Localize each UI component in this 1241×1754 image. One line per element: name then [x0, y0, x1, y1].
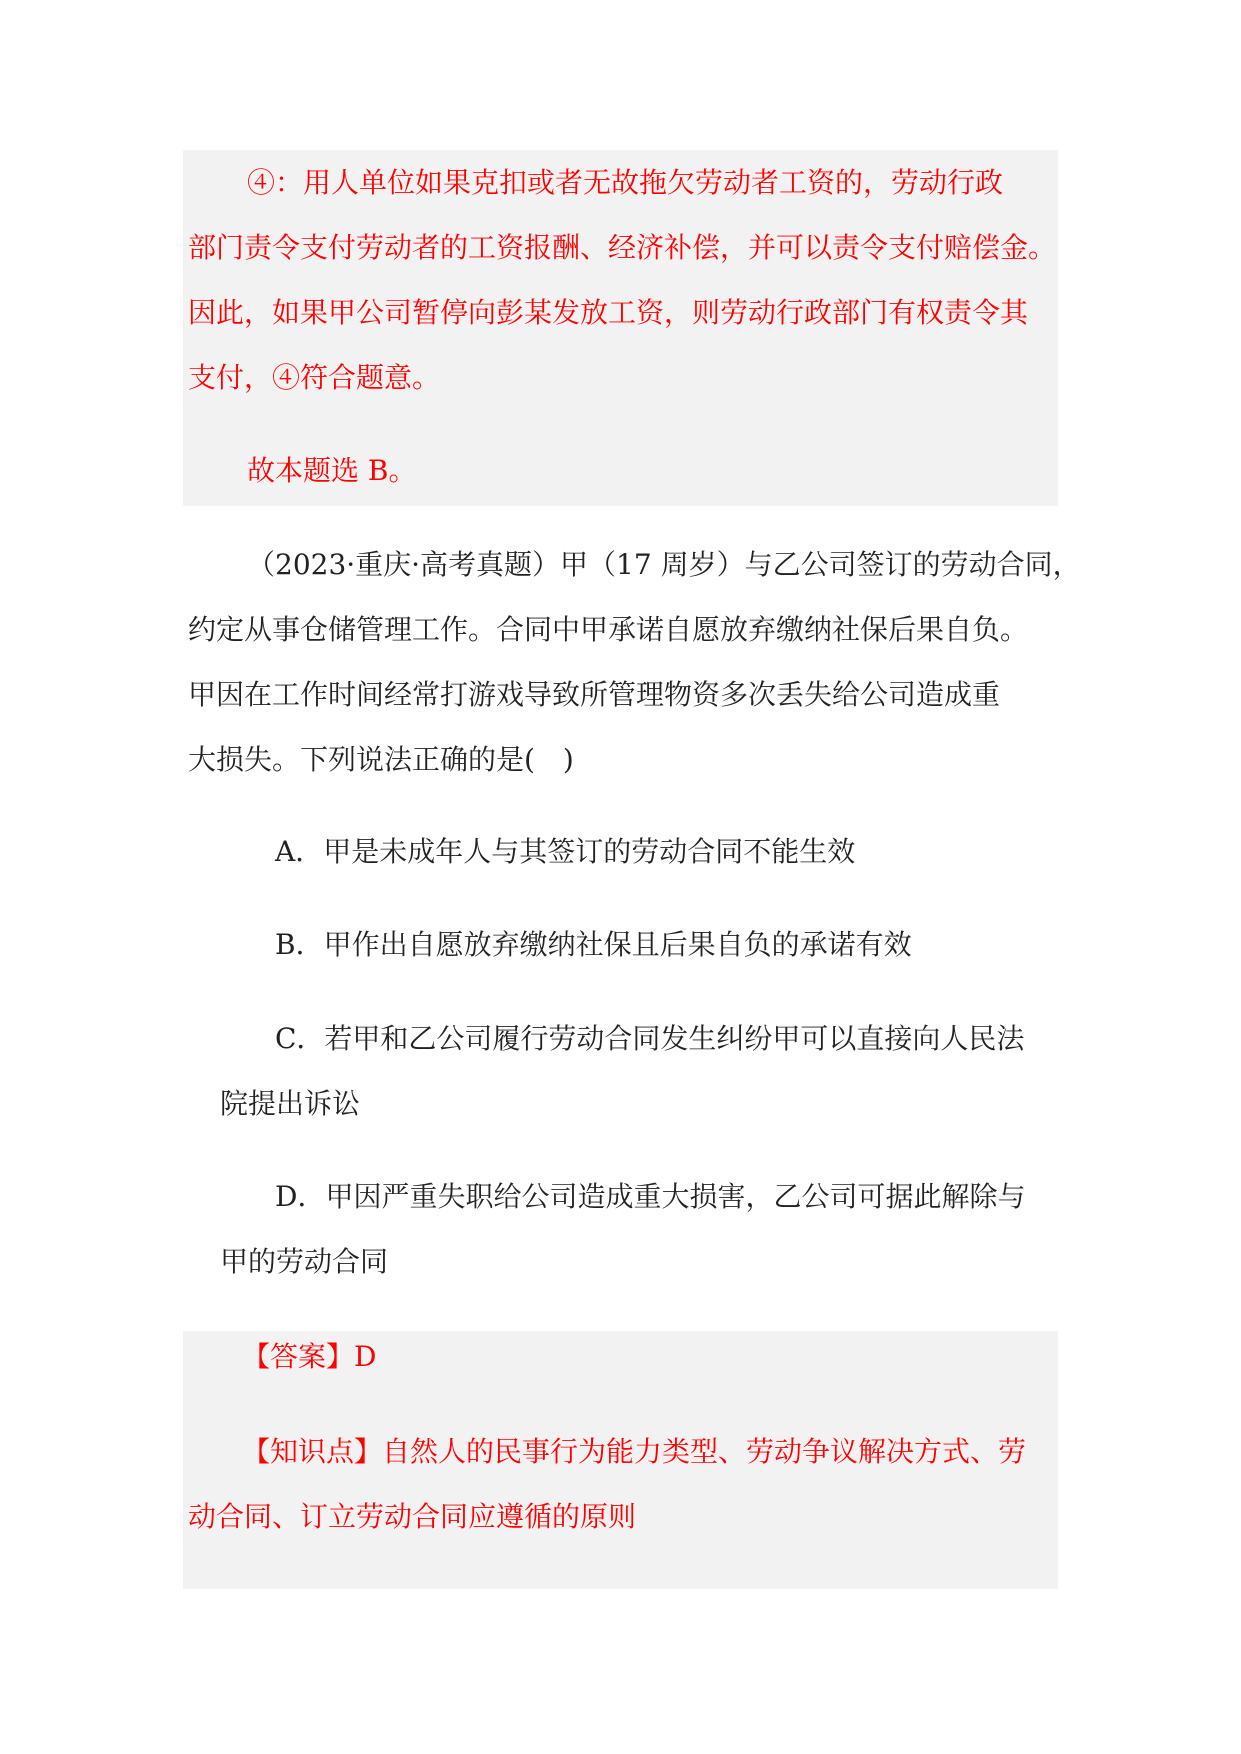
analysis-point4-line3: 因此，如果甲公司暂停向彭某发放工资，则劳动行政部门有权责令其	[188, 296, 1029, 329]
answer-label: 【答案】D	[242, 1340, 377, 1373]
question-line4: 大损失。下列说法正确的是( )	[188, 743, 574, 776]
question-line1: （2023·重庆·高考真题）甲（17 周岁）与乙公司签订的劳动合同，	[247, 548, 1081, 581]
analysis-point4-line2: 部门责令支付劳动者的工资报酬、经济补偿，并可以责令支付赔偿金。	[188, 231, 1057, 264]
question-line2: 约定从事仓储管理工作。合同中甲承诺自愿放弃缴纳社保后果自负。	[188, 613, 1029, 646]
analysis-point4-line1: ④：用人单位如果克扣或者无故拖欠劳动者工资的，劳动行政	[247, 166, 1004, 199]
knowledge-point-line1: 【知识点】自然人的民事行为能力类型、劳动争议解决方式、劳	[242, 1435, 1027, 1468]
option-c-line1: C．若甲和乙公司履行劳动合同发生纠纷甲可以直接向人民法	[275, 1022, 1025, 1055]
question-line3: 甲因在工作时间经常打游戏导致所管理物资多次丢失给公司造成重	[188, 678, 1001, 711]
option-c-line2: 院提出诉讼	[220, 1087, 361, 1120]
option-d-line2: 甲的劳动合同	[220, 1245, 389, 1278]
option-a: A．甲是未成年人与其签订的劳动合同不能生效	[275, 835, 856, 868]
analysis-point4-line4: 支付，④符合题意。	[188, 361, 441, 394]
option-b: B．甲作出自愿放弃缴纳社保且后果自负的承诺有效	[275, 928, 912, 961]
knowledge-point-line2: 动合同、订立劳动合同应遵循的原则	[188, 1500, 637, 1533]
analysis-conclusion: 故本题选 B。	[247, 454, 417, 487]
option-d-line1: D．甲因严重失职给公司造成重大损害，乙公司可据此解除与	[275, 1180, 1026, 1213]
